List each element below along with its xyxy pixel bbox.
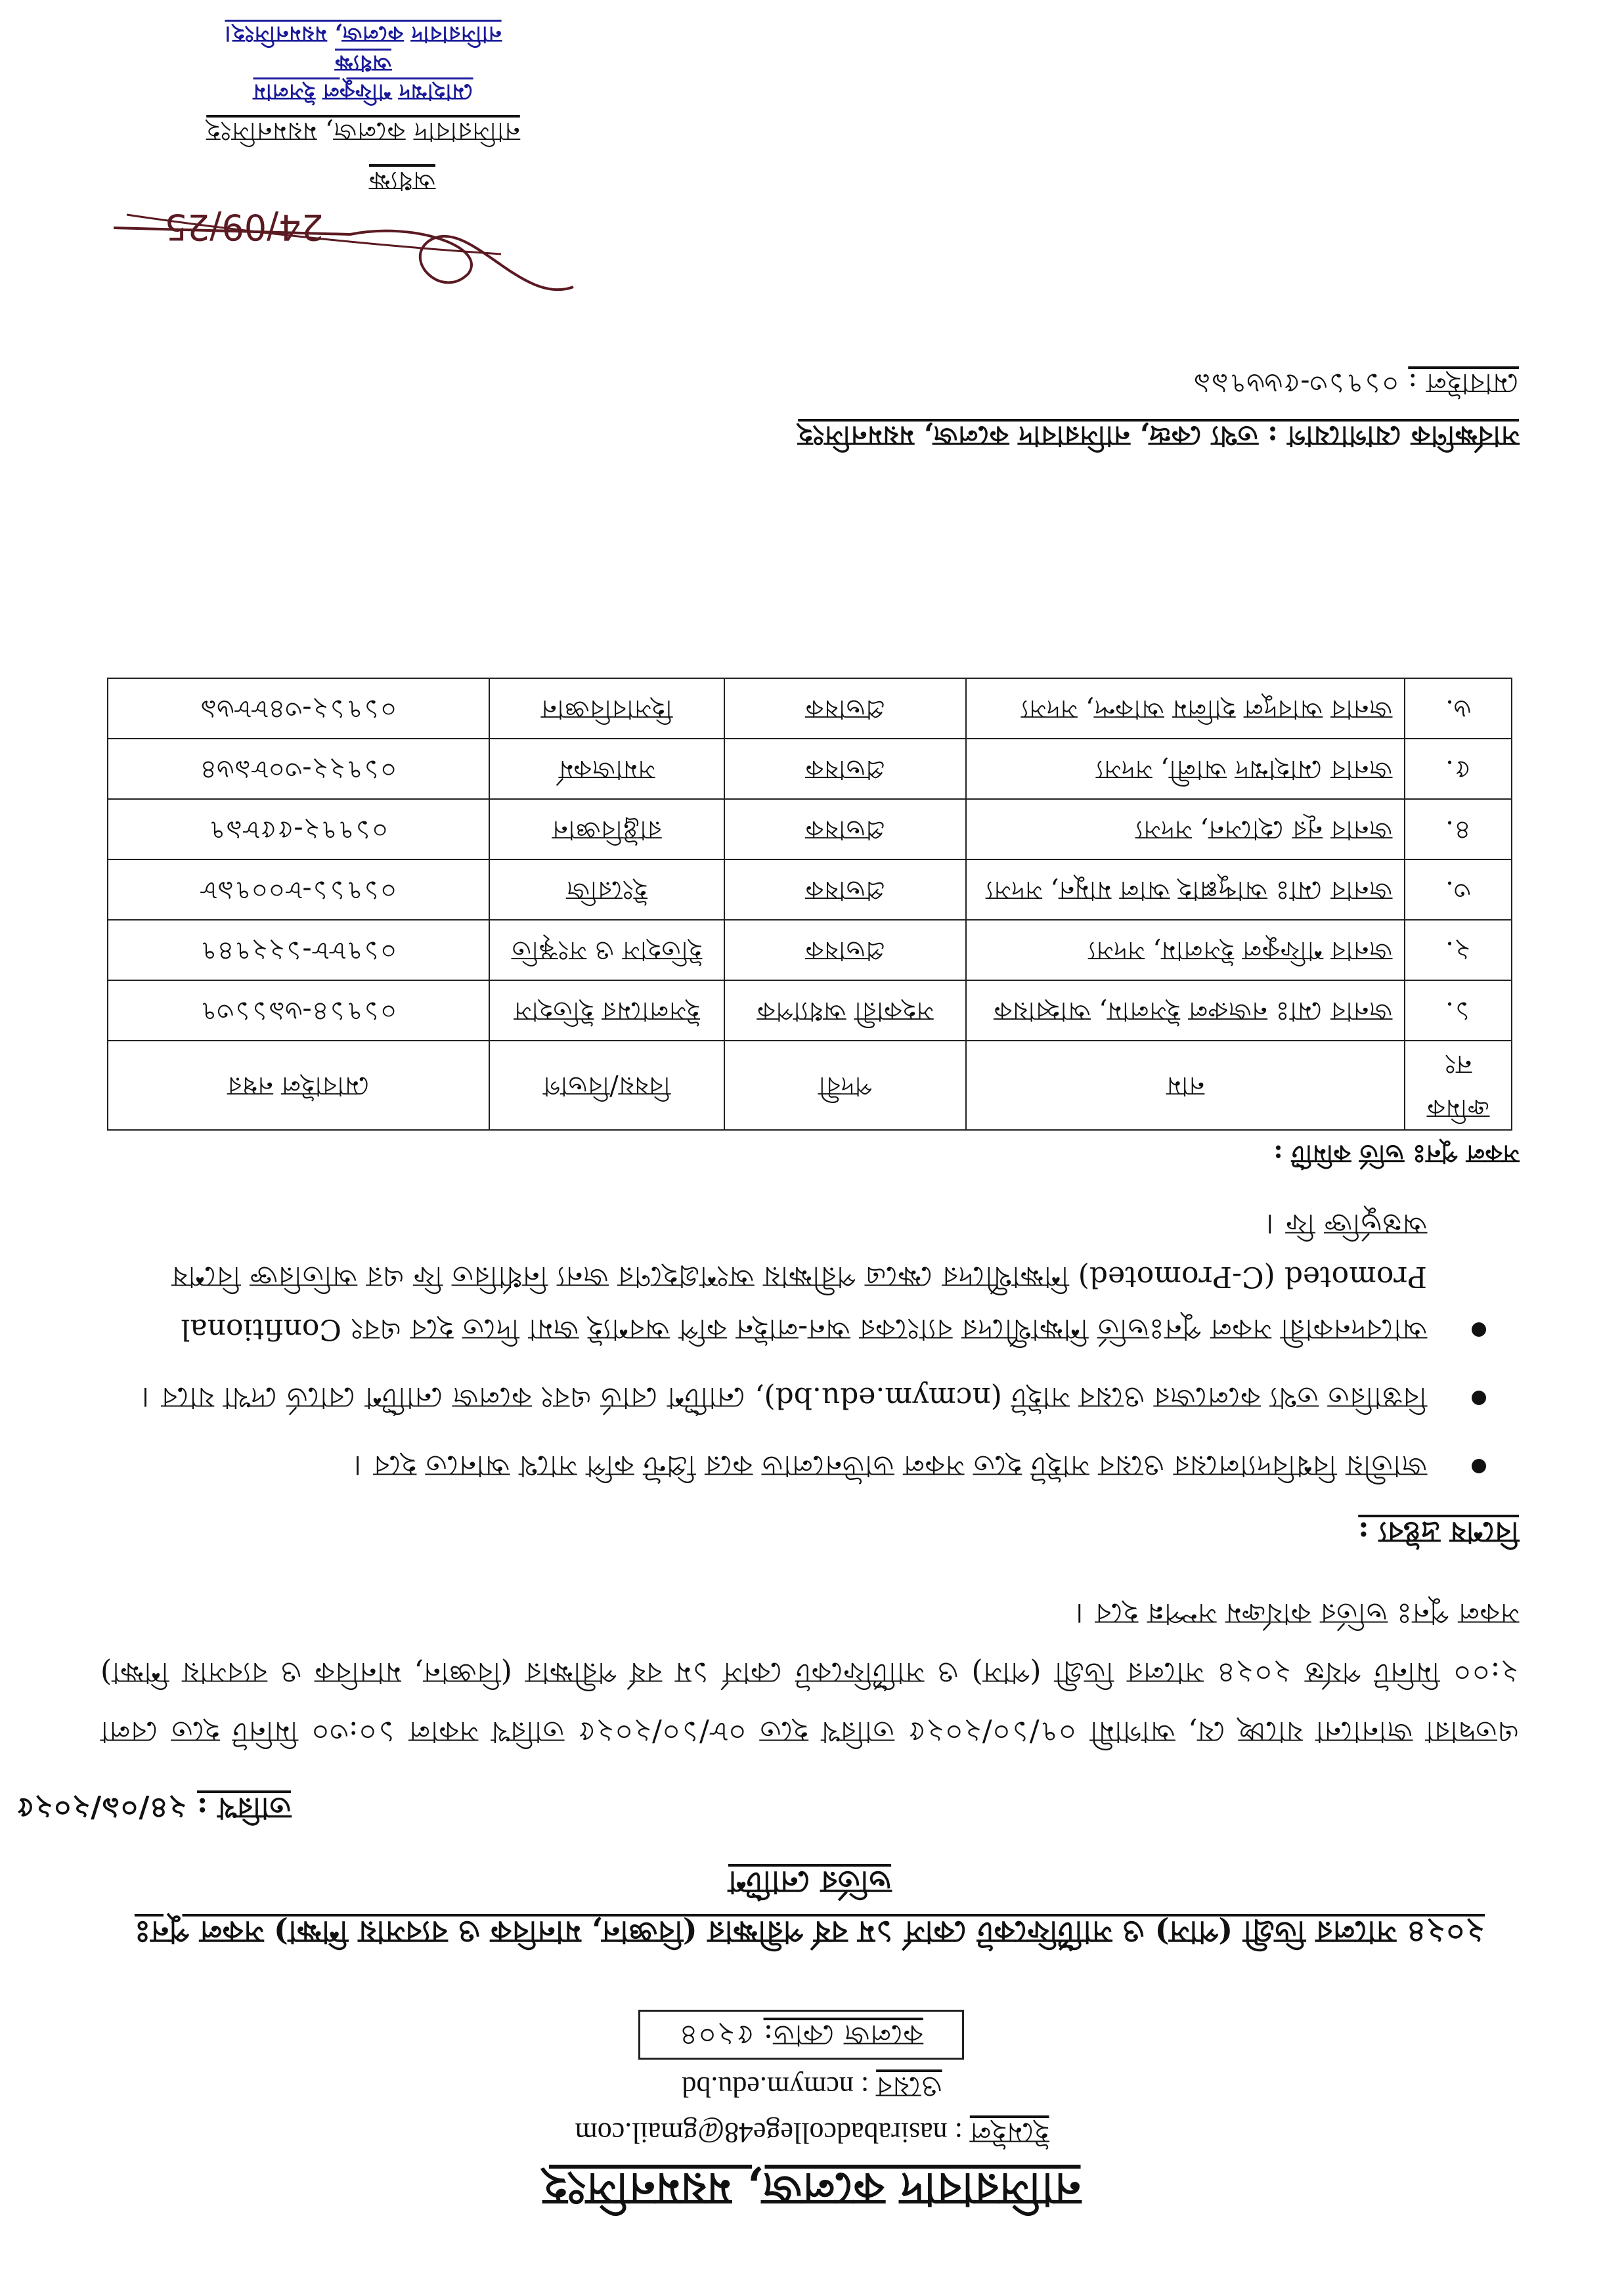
separator: : <box>947 2117 963 2149</box>
remark-text: বিস্তারিত তথ্য কলেজের ওয়েব সাইট (ncmym.edu.bd), নোটিশ বোর্ড এবং কলেজ নোটিশ বোর্ডে দেখা যাবে । <box>141 1381 1427 1414</box>
notice-paragraph: এতদ্বারা জানানো যাচ্ছে যে, আগামী ০৭/১০/২০২৫ তারিখ হতে ০৮/১০/২০২৫ তারিখ সকাল ১০:৩০ মিনিট হতে বেলা ২:০০ মিনিট পর্যন্ত ২০২৪ সালের ডিগ্রী (পাস) ও সার্টিফিকেট কোর্স ১ম বর্ষ পরীক্ষার (বিজ্ঞান, মানবিক ও ব্যবসায় শিক্ষা) সকল পুনঃ ভর্তির কার্যক্রম সম্পন্ন হবে । <box>100 1597 1519 1748</box>
cell-designation: প্রভাষক <box>724 859 966 920</box>
cell-serial: ১. <box>1405 980 1512 1041</box>
cell-department: সমাজকর্ম <box>489 739 724 799</box>
cell-department: ইসলামের ইতিহাস <box>489 980 724 1041</box>
principal-title: অধ্যক্ষ <box>368 165 435 196</box>
remarks-heading: বিশেষ দ্রষ্টব্য : <box>1358 1515 1519 1549</box>
official-seal <box>127 20 600 106</box>
remark-item <box>100 1371 1519 1423</box>
signature-date: 24/09/25 <box>164 206 324 248</box>
cell-name: জনাব মোঃ নজরুল ইসলাম, আহ্বায়ক <box>966 980 1405 1041</box>
cell-designation: প্রভাষক <box>724 920 966 980</box>
remark-item <box>100 1439 1519 1492</box>
signature-image <box>100 202 600 313</box>
table-header-row <box>108 1041 1512 1130</box>
remark-text: আবেদনকারী সকল পুনঃভর্তি শিক্ষার্থীদের ব্যাংকের অন-লাইন কপি অবশ্যই জমা দিতে হবে এবং Confitional Promoted (C-Promoted) শিক্ষার্থীদের ক্ষেত্রে পরীক্ষায় অংশগ্রহণের জন্য নির্ধারিত ফি এর অতিরিক্ত বিশেষ অন্তর্ভুক্তি ফি । <box>171 1207 1427 1346</box>
bullet-icon <box>1472 1391 1486 1405</box>
cell-department: রাষ্ট্রবিজ্ঞান <box>489 799 724 859</box>
college-code-box <box>638 2010 964 2060</box>
remark-text: জাতীয় বিশ্ববিদ্যালয়ের ওয়েব সাইট হতে সকল ডাউনলোড করে প্রিন্ট কপি সাথে আনতে হবে । <box>353 1449 1427 1483</box>
cell-mobile: ০১৭৭২-৫৫৮৯৭ <box>108 799 489 859</box>
contact-mobile-label: মোবাইল : <box>1408 368 1519 400</box>
committee-table <box>107 678 1512 1131</box>
contact-mobile-line <box>1193 358 1519 405</box>
seal-title: অধ্যক্ষ <box>335 50 391 76</box>
cell-department: হিসাববিজ্ঞান <box>489 678 724 739</box>
cell-designation: প্রভাষক <box>724 678 966 739</box>
email-line <box>0 2107 1624 2155</box>
college-code-label: কলেজ কোড: <box>763 2018 923 2052</box>
cell-designation: সহকারী অধ্যাপক <box>724 980 966 1041</box>
cell-mobile: ০১৭১১-৮০০৭৯৮ <box>108 859 489 920</box>
web-value[interactable]: ncmym.edu.bd <box>682 2071 854 2103</box>
table-row <box>108 859 1512 920</box>
web-line <box>0 2061 1624 2109</box>
cell-designation: প্রভাষক <box>724 799 966 859</box>
cell-mobile: ০১৭১৪-৬৯১১৩৭ <box>108 980 489 1041</box>
cell-mobile: ০১৭২২-৩০৮৯৬৪ <box>108 739 489 799</box>
seal-college: নাসিরাবাদ কলেজ, ময়মনসিংহ। <box>225 21 502 47</box>
contact-mobile-value: ০১৭১৩-৫৬৬৭৯৯ <box>1193 368 1399 400</box>
cell-serial: ৫. <box>1405 739 1512 799</box>
notice-title: ২০২৪ সালের ডিগ্রী (পাস) ও সার্টিফিকেট কোর্স ১ম বর্ষ পরীক্ষার (বিজ্ঞান, মানবিক ও ব্যবসায় শিক্ষা) সকল পুনঃ ভর্তির নোটিশ <box>134 1865 1485 1950</box>
remark-item <box>100 1198 1519 1355</box>
table-row <box>108 920 1512 980</box>
date-line <box>16 1782 291 1830</box>
col-serial: ক্রমিক নং <box>1405 1041 1512 1130</box>
cell-name: জনাব মোহাম্মদ আলী, সদস্য <box>966 739 1405 799</box>
col-mobile: মোবাইল নম্বর <box>108 1041 489 1130</box>
cell-serial: ৩. <box>1405 859 1512 920</box>
table-row <box>108 678 1512 739</box>
table-row <box>108 799 1512 859</box>
cell-department: ইংরেজি <box>489 859 724 920</box>
date-value: ২৪/০৯/২০২৫ <box>15 1791 187 1825</box>
cell-name: জনাব নূর হোসেন, সদস্য <box>966 799 1405 859</box>
date-label: তারিখ : <box>196 1791 291 1825</box>
contact-line: সার্বক্ষণিক যোগাযোগ : তথ্য কেন্দ্র, নাসিরাবাদ কলেজ, ময়মনসিংহ <box>798 420 1519 452</box>
cell-department: ইতিহাস ও সংস্কৃতি <box>489 920 724 980</box>
bullet-icon <box>1472 1459 1486 1473</box>
committee-heading: সকল পুনঃ ভর্তি কমিটি : <box>1273 1140 1519 1169</box>
cell-serial: ৬. <box>1405 678 1512 739</box>
cell-serial: ২. <box>1405 920 1512 980</box>
cell-designation: প্রভাষক <box>724 739 966 799</box>
seal-name: মোহাম্মদ শফিকুল ইসলাম <box>253 79 473 105</box>
cell-name: জনাব আবদুল হালিম আকন্দ, সদস্য <box>966 678 1405 739</box>
col-name: নাম <box>966 1041 1405 1130</box>
principal-college: নাসিরাবাদ কলেজ, ময়মনসিংহ <box>206 116 520 146</box>
cell-mobile: ০১৭৮৮-১২২৭৪৭ <box>108 920 489 980</box>
bullet-icon <box>1472 1322 1486 1337</box>
table-row <box>108 980 1512 1041</box>
cell-serial: ৪. <box>1405 799 1512 859</box>
col-designation: পদবী <box>724 1041 966 1130</box>
email-label: ইমেইল <box>969 2117 1049 2149</box>
cell-name: জনাব শফিকুল ইসলাম, সদস্য <box>966 920 1405 980</box>
college-code-value: ৫২০৪ <box>679 2018 755 2052</box>
web-label: ওয়েব <box>876 2071 942 2103</box>
cell-name: জনাব মোঃ আব্দুল্লাহ আল মামুন, সদস্য <box>966 859 1405 920</box>
email-value[interactable]: nasirabadcollege48@gmail.com <box>575 2117 948 2149</box>
remarks-list <box>100 1182 1519 1492</box>
college-name: নাসিরাবাদ কলেজ, ময়মনসিংহ <box>543 2163 1081 2215</box>
table-row <box>108 739 1512 799</box>
cell-mobile: ০১৭১২-৩৪৮৮৬৯ <box>108 678 489 739</box>
col-department: বিষয়/বিভাগ <box>489 1041 724 1130</box>
separator: : <box>853 2071 869 2103</box>
